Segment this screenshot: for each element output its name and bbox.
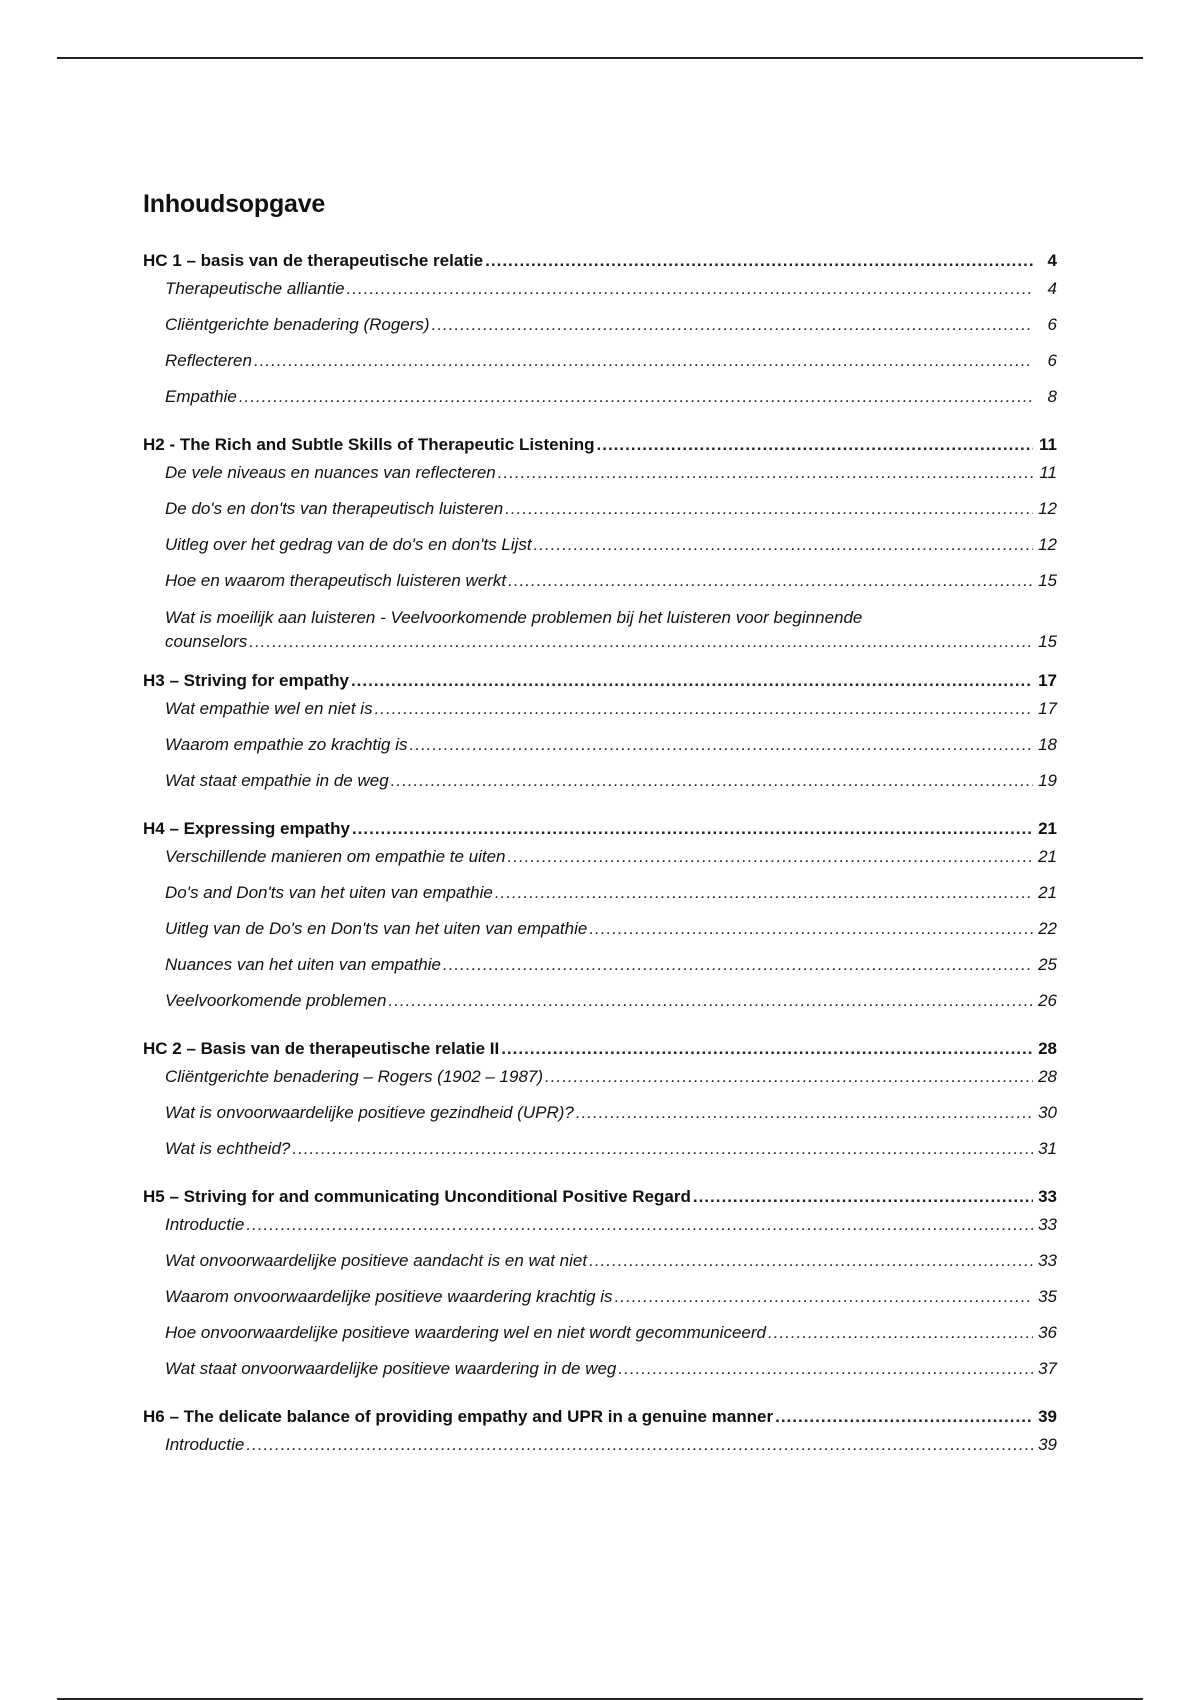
toc-section-entry[interactable]	[143, 1138, 1057, 1174]
toc-chapter-title: H5 – Striving for and communicating Unconditional Positive Regard	[143, 1187, 691, 1206]
toc-leader-dots	[495, 882, 1033, 904]
toc-chapter-title: H6 – The delicate balance of providing empathy and UPR in a genuine manner	[143, 1407, 774, 1426]
toc-page-number: 6	[1047, 315, 1057, 334]
toc-leader-dots	[246, 1434, 1033, 1456]
toc-leader-dots	[597, 434, 1033, 456]
toc-section-title-continued: counselors	[165, 632, 248, 651]
toc-chapter-entry[interactable]	[143, 1186, 1057, 1214]
toc-page-number: 4	[1047, 251, 1057, 270]
toc-leader-dots	[388, 990, 1033, 1012]
toc-section-entry[interactable]	[143, 990, 1057, 1026]
toc-section-entry[interactable]	[143, 498, 1057, 534]
toc-section-title: Empathie	[165, 387, 237, 406]
toc-leader-dots	[501, 1038, 1033, 1060]
toc-page-number: 12	[1038, 499, 1057, 518]
toc-page-number: 39	[1038, 1435, 1057, 1454]
toc-leader-dots	[351, 670, 1033, 692]
toc-section-entry[interactable]	[143, 734, 1057, 770]
toc-leader-dots	[375, 698, 1033, 720]
toc-page-number: 25	[1038, 955, 1057, 974]
toc-section-title: Introductie	[165, 1435, 245, 1454]
toc-page-number: 35	[1038, 1287, 1057, 1306]
toc-section-title: Veelvoorkomende problemen	[165, 991, 387, 1010]
table-of-contents	[143, 250, 1057, 1470]
toc-chapter-entry[interactable]	[143, 818, 1057, 846]
toc-chapter-title: H2 - The Rich and Subtle Skills of Therapeutic Listening	[143, 435, 595, 454]
toc-leader-dots	[249, 630, 1033, 654]
toc-leader-dots	[508, 570, 1033, 592]
toc-section-entry[interactable]	[143, 350, 1057, 386]
toc-chapter-entry[interactable]	[143, 1038, 1057, 1066]
toc-section-title: Hoe onvoorwaardelijke positieve waardering wel en niet wordt gecommuniceerd	[165, 1323, 766, 1342]
toc-section-entry[interactable]	[143, 698, 1057, 734]
toc-section-entry[interactable]	[143, 1322, 1057, 1358]
toc-section-title: Wat staat empathie in de weg	[165, 771, 389, 790]
toc-page-number: 18	[1038, 735, 1057, 754]
toc-section-title: Waarom onvoorwaardelijke positieve waardering krachtig is	[165, 1287, 613, 1306]
toc-page-number: 21	[1038, 819, 1057, 838]
toc-section-entry[interactable]	[143, 770, 1057, 806]
toc-section-entry[interactable]	[143, 1286, 1057, 1322]
toc-leader-dots	[352, 818, 1033, 840]
toc-page-number: 11	[1039, 435, 1057, 454]
toc-section-title: Reflecteren	[165, 351, 252, 370]
toc-chapter-entry[interactable]	[143, 1406, 1057, 1434]
toc-page-number: 33	[1038, 1251, 1057, 1270]
toc-page-number: 4	[1047, 279, 1057, 298]
toc-section-title: Wat is onvoorwaardelijke positieve gezindheid (UPR)?	[165, 1103, 574, 1122]
toc-section-title: Uitleg over het gedrag van de do's en don'ts Lijst	[165, 535, 532, 554]
toc-page-number: 22	[1038, 919, 1057, 938]
toc-chapter-title: H3 – Striving for empathy	[143, 671, 349, 690]
toc-section-title: Wat onvoorwaardelijke positieve aandacht is en wat niet	[165, 1251, 588, 1270]
toc-section-title: Wat empathie wel en niet is	[165, 699, 373, 718]
toc-page-number: 6	[1047, 351, 1057, 370]
toc-section-title: De do's en don'ts van therapeutisch luisteren	[165, 499, 504, 518]
toc-leader-dots	[508, 846, 1033, 868]
toc-leader-dots	[410, 734, 1033, 756]
toc-section-entry[interactable]	[143, 462, 1057, 498]
toc-leader-dots	[589, 918, 1033, 940]
toc-page-number: 36	[1038, 1323, 1057, 1342]
toc-section-title: Uitleg van de Do's en Don'ts van het uiten van empathie	[165, 919, 588, 938]
toc-leader-dots	[618, 1358, 1033, 1380]
toc-section-entry[interactable]	[143, 1066, 1057, 1102]
toc-page-number: 33	[1038, 1215, 1057, 1234]
toc-page-number: 39	[1038, 1407, 1057, 1426]
toc-leader-dots	[505, 498, 1033, 520]
toc-chapter-entry[interactable]	[143, 250, 1057, 278]
toc-page-number: 15	[1038, 571, 1057, 590]
toc-page-number: 8	[1047, 387, 1057, 406]
toc-section-title: Verschillende manieren om empathie te uiten	[165, 847, 506, 866]
toc-leader-dots	[545, 1066, 1033, 1088]
page-title: Inhoudsopgave	[143, 190, 326, 218]
toc-section-entry[interactable]	[143, 1434, 1057, 1470]
toc-page-number: 37	[1038, 1359, 1057, 1378]
toc-page-number: 19	[1038, 771, 1057, 790]
toc-section-title: Wat is echtheid?	[165, 1139, 291, 1158]
toc-leader-dots	[443, 954, 1033, 976]
toc-leader-dots	[576, 1102, 1033, 1124]
toc-leader-dots	[485, 250, 1033, 272]
toc-leader-dots	[432, 314, 1033, 336]
toc-page-number: 31	[1038, 1139, 1057, 1158]
toc-section-title: Do's and Don'ts van het uiten van empathie	[165, 883, 493, 902]
toc-page-number: 17	[1038, 699, 1057, 718]
toc-section-title: Wat staat onvoorwaardelijke positieve waardering in de weg	[165, 1359, 617, 1378]
toc-leader-dots	[246, 1214, 1033, 1236]
header-rule	[57, 57, 1143, 59]
toc-leader-dots	[534, 534, 1033, 556]
toc-section-entry[interactable]	[143, 606, 1057, 658]
toc-section-entry[interactable]	[143, 570, 1057, 606]
toc-section-title: Cliëntgerichte benadering – Rogers (1902 – 1987)	[165, 1067, 544, 1086]
toc-page-number: 15	[1038, 632, 1057, 651]
toc-section-entry[interactable]	[143, 1358, 1057, 1394]
toc-section-entry[interactable]	[143, 1250, 1057, 1286]
toc-section-entry[interactable]	[143, 846, 1057, 882]
toc-section-entry[interactable]	[143, 882, 1057, 918]
toc-section-entry[interactable]	[143, 534, 1057, 570]
toc-section-entry[interactable]	[143, 1214, 1057, 1250]
toc-section-entry[interactable]	[143, 278, 1057, 314]
toc-section-title: Nuances van het uiten van empathie	[165, 955, 441, 974]
toc-section-title: Wat is moeilijk aan luisteren - Veelvoorkomende problemen bij het luisteren voor beginnende	[165, 608, 863, 627]
toc-chapter-title: HC 1 – basis van de therapeutische relatie	[143, 251, 484, 270]
toc-section-title: Cliëntgerichte benadering (Rogers)	[165, 315, 430, 334]
toc-chapter-entry[interactable]	[143, 670, 1057, 698]
toc-section-entry[interactable]	[143, 918, 1057, 954]
toc-leader-dots	[239, 386, 1033, 408]
toc-leader-dots	[775, 1406, 1033, 1428]
toc-page-number: 26	[1038, 991, 1057, 1010]
toc-leader-dots	[254, 350, 1033, 372]
toc-section-title: Waarom empathie zo krachtig is	[165, 735, 408, 754]
toc-leader-dots	[693, 1186, 1033, 1208]
toc-page-number: 11	[1039, 463, 1057, 482]
toc-page-number: 30	[1038, 1103, 1057, 1122]
toc-chapter-title: HC 2 – Basis van de therapeutische relatie II	[143, 1039, 500, 1058]
toc-leader-dots	[615, 1286, 1033, 1308]
toc-section-title: De vele niveaus en nuances van reflecteren	[165, 463, 496, 482]
toc-page-number: 28	[1038, 1067, 1057, 1086]
toc-page-number: 21	[1038, 847, 1057, 866]
toc-leader-dots	[589, 1250, 1033, 1272]
toc-section-title: Hoe en waarom therapeutisch luisteren werkt	[165, 571, 507, 590]
toc-section-title: Therapeutische alliantie	[165, 279, 345, 298]
toc-chapter-title: H4 – Expressing empathy	[143, 819, 350, 838]
toc-section-entry[interactable]	[143, 954, 1057, 990]
toc-section-title: Introductie	[165, 1215, 245, 1234]
toc-leader-dots	[391, 770, 1033, 792]
toc-page-number: 28	[1038, 1039, 1057, 1058]
toc-chapter-entry[interactable]	[143, 434, 1057, 462]
toc-page-number: 33	[1038, 1187, 1057, 1206]
toc-section-entry[interactable]	[143, 386, 1057, 422]
toc-leader-dots	[292, 1138, 1033, 1160]
toc-leader-dots	[347, 278, 1033, 300]
toc-section-entry[interactable]	[143, 1102, 1057, 1138]
toc-page-number: 17	[1038, 671, 1057, 690]
toc-page-number: 21	[1038, 883, 1057, 902]
toc-page-number: 12	[1038, 535, 1057, 554]
toc-leader-dots	[768, 1322, 1033, 1344]
toc-section-entry[interactable]	[143, 314, 1057, 350]
toc-leader-dots	[498, 462, 1033, 484]
